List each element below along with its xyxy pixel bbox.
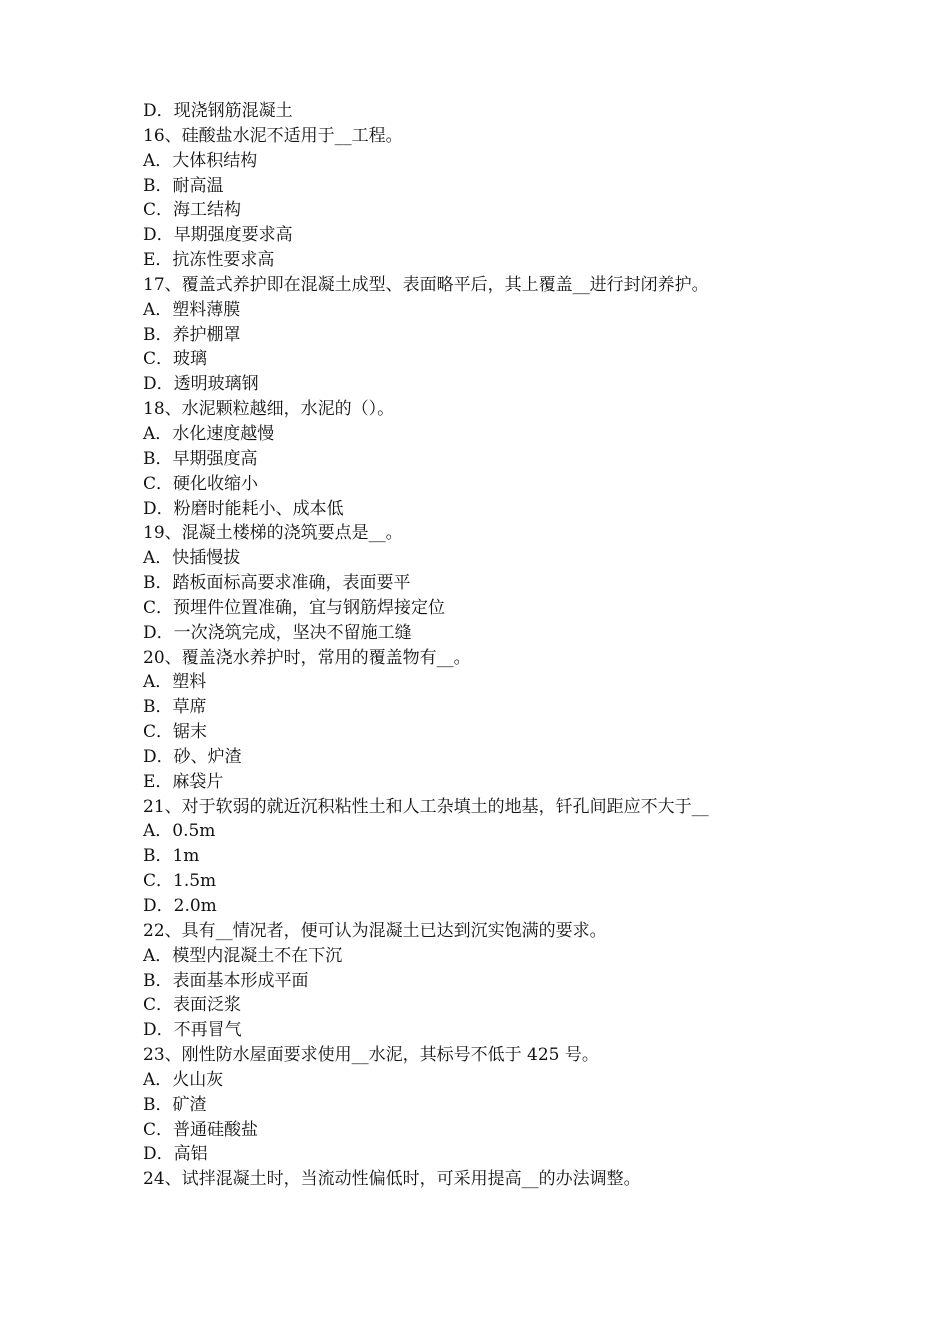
option-line: D．2.0m: [143, 896, 217, 916]
option-line: B．1m: [143, 846, 200, 867]
question-18: 18、水泥颗粒越细，水泥的（）。: [143, 399, 395, 420]
option-line: A．水化速度越慢: [143, 423, 275, 444]
question-19: 19、混凝土楼梯的浇筑要点是__。: [143, 523, 403, 544]
option-line: A．塑料薄膜: [143, 299, 241, 320]
option-line: C．硬化收缩小: [143, 473, 259, 494]
option-line: C．1.5m: [143, 871, 217, 892]
option-line: D．不再冒气: [143, 1020, 242, 1041]
question-16: 16、硅酸盐水泥不适用于__工程。: [143, 125, 403, 146]
option-line: C．表面泛浆: [143, 995, 242, 1016]
question-22: 22、具有__情况者，便可认为混凝土已达到沉实饱满的要求。: [143, 920, 607, 941]
option-line: A．塑料: [143, 672, 207, 693]
option-line: B．踏板面标高要求准确，表面要平: [143, 573, 411, 594]
option-line: C．玻璃: [143, 349, 208, 370]
question-list: [143, 99, 823, 1192]
option-line: B．表面基本形成平面: [143, 970, 309, 991]
option-line: B．耐高温: [143, 175, 224, 196]
question-17: 17、覆盖式养护即在混凝土成型、表面略平后，其上覆盖__进行封闭养护。: [143, 274, 709, 295]
option-line: C．海工结构: [143, 200, 242, 221]
option-line: B．草席: [143, 697, 207, 718]
option-line: D．早期强度要求高: [143, 225, 293, 246]
option-line: B．矿渣: [143, 1094, 207, 1115]
question-20: 20、覆盖浇水养护时，常用的覆盖物有__。: [143, 647, 471, 668]
question-23: 23、刚性防水屋面要求使用__水泥，其标号不低于 425 号。: [143, 1045, 599, 1066]
option-line: D．砂、炉渣: [143, 746, 242, 767]
option-line: E．抗冻性要求高: [143, 250, 275, 271]
option-line: A．火山灰: [143, 1069, 224, 1090]
option-line: D．粉磨时能耗小、成本低: [143, 498, 344, 519]
option-line: A．模型内混凝土不在下沉: [143, 945, 343, 966]
option-line: A．快插慢拔: [143, 548, 241, 569]
option-line: D．一次浇筑完成，坚决不留施工缝: [143, 622, 412, 643]
option-line: C．普通硅酸盐: [143, 1119, 259, 1140]
option-line: D．高铝: [143, 1144, 208, 1165]
option-line: B．早期强度高: [143, 448, 258, 469]
option-line: A．大体积结构: [143, 150, 258, 171]
option-line: D．现浇钢筋混凝土: [143, 101, 293, 121]
option-line: C．预埋件位置准确，宜与钢筋焊接定位: [143, 597, 446, 618]
option-line: D．透明玻璃钢: [143, 374, 259, 395]
question-24: 24、试拌混凝土时，当流动性偏低时，可采用提高__的办法调整。: [143, 1169, 641, 1190]
option-line: A．0.5m: [143, 821, 216, 842]
option-line: C．锯末: [143, 722, 208, 743]
option-line: E．麻袋片: [143, 771, 224, 792]
option-line: B．养护棚罩: [143, 324, 241, 345]
question-21: 21、对于软弱的就近沉积粘性土和人工杂填土的地基，钎孔间距应不大于__: [143, 796, 709, 817]
